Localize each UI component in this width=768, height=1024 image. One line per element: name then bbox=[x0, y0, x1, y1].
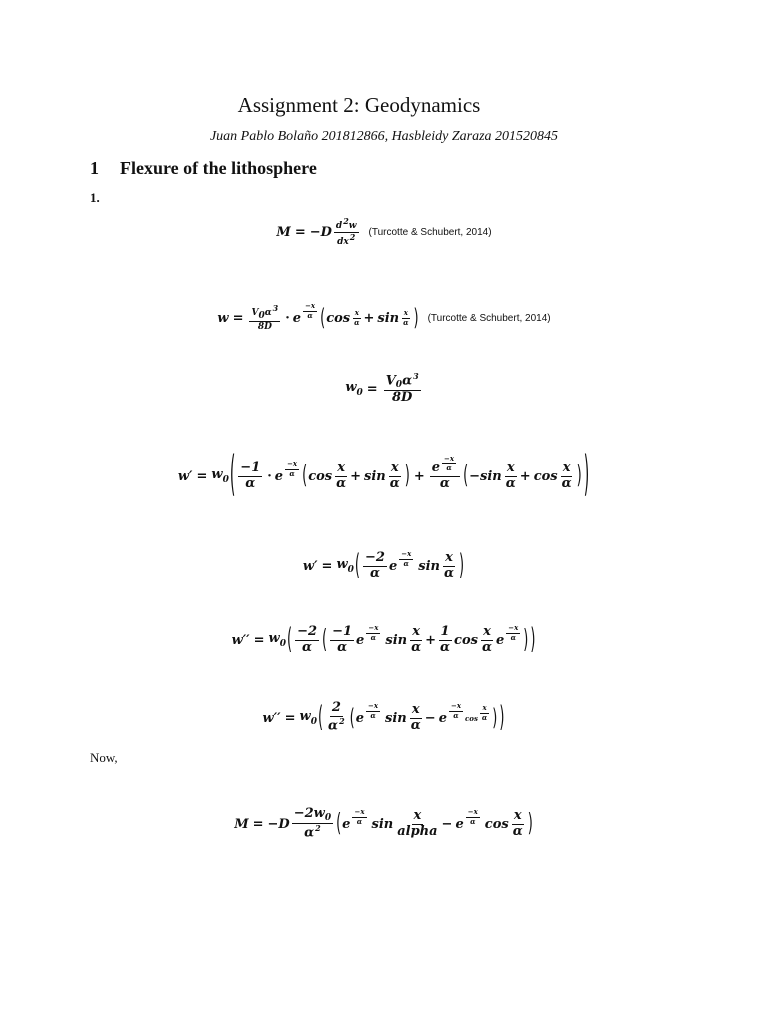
section-heading bbox=[90, 158, 317, 179]
document-title: Assignment 2: Geodynamics bbox=[237, 93, 481, 117]
authors-line: Juan Pablo Bolaño 201812866, Hasbleidy Zaraza 201520845 bbox=[209, 129, 559, 144]
equation-second-derivative: w′′ = w0 ( $\frac{-2}{\alpha}$ ( $\frac{-1}{\alpha}$ e $\frac{-x}{\alpha}$ sin $\frac{x}{\alpha}$ + $\frac{1}{\alpha}$ cos $\frac{x}{\alpha}$ e $\frac{-x}{\alpha}$ ) ) bbox=[231, 623, 536, 657]
equation-deflection: w = $\frac{V0\alpha 3}{8D}$ · e $\frac{-x}{\alpha}$ ( cos $\frac{x}{\alpha}$ + sin $\frac{x}{\alpha}$ ) (Turcotte & Schubert, 2014) bbox=[217, 301, 551, 332]
citation: (Turcotte & Schubert, 2014) bbox=[368, 226, 492, 238]
transition-text: Now, bbox=[90, 750, 118, 765]
section-number: 1 bbox=[90, 158, 99, 178]
section-title: Flexure of the lithosphere bbox=[120, 158, 317, 178]
item-label: 1. bbox=[90, 190, 100, 205]
equation-w0: w0 = $\frac{V0\alpha 3}{8D}$ bbox=[345, 370, 419, 406]
equation-first-derivative-simplified: w′ = w0 ( $\frac{-2}{\alpha}$ e $\frac{-x}{\alpha}$ sin $\frac{x}{\alpha}$ ) bbox=[302, 549, 465, 583]
equation-moment-result: M = − D $\frac{-2w0}{\alpha 2}$ ( e $\frac{-x}{\alpha}$ sin $\frac{x}{\text{alpha}}$ − e $\frac{-x}{\alpha}$ cos $\frac{x}{\alpha}$ ) bbox=[234, 805, 533, 841]
citation: (Turcotte & Schubert, 2014) bbox=[427, 312, 551, 324]
equation-moment-definition: M = − D $\frac{d2w}{dx2}$ (Turcotte & Schubert, 2014) bbox=[276, 216, 492, 247]
equation-second-derivative-simplified: w′′ = w0 ( $\frac{2}{\alpha 2}$ ( e $\frac{-x}{\alpha}$ sin $\frac{x}{\alpha}$ − e $\frac{-x}{\alpha}$ cos $\frac{x}{\alpha}$ ) ) bbox=[262, 700, 505, 735]
equation-first-derivative: w′ = w0 ( $\frac{-1}{\alpha}$ · e $\frac{-x}{\alpha}$ ( cos $\frac{x}{\alpha}$ + sin $\frac{x}{\alpha}$ ) + e $\frac{-x}{\alpha}$ α ( − sin $\frac{x}{\alpha}$ + cos $\frac{x}{\alpha}$ ) ) bbox=[177, 448, 590, 504]
